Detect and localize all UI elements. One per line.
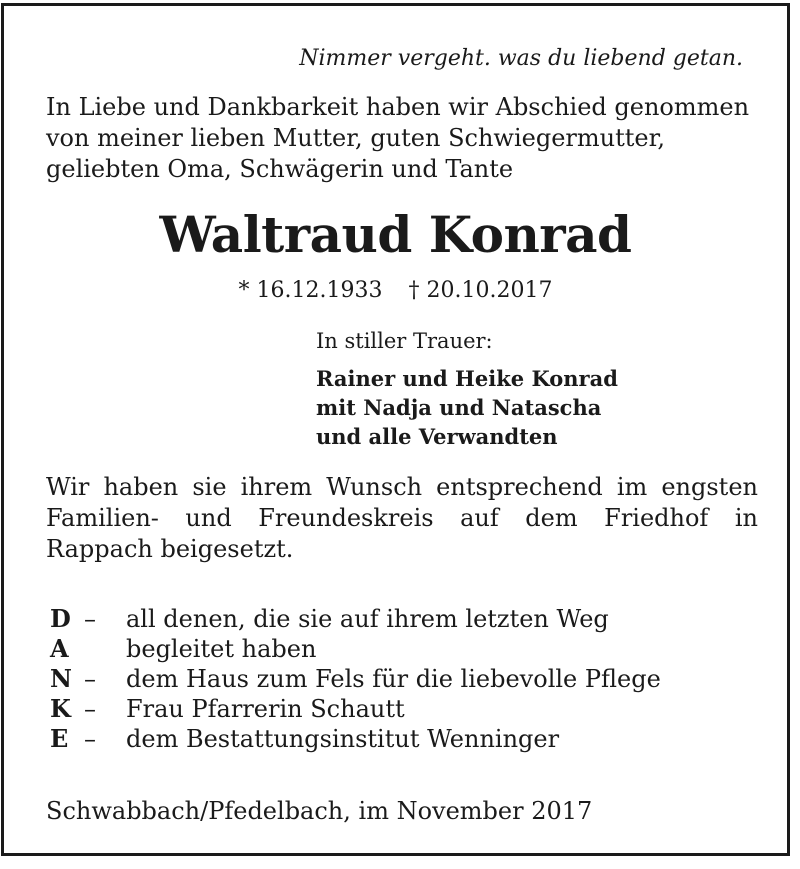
mourners-block xyxy=(316,326,618,451)
mourner-names xyxy=(316,364,618,451)
mourning-lead: In stiller Trauer: xyxy=(316,329,493,353)
thanks-dash: – xyxy=(84,605,96,633)
mourner-line: mit Nadja und Natascha xyxy=(316,395,602,420)
death-date: † 20.10.2017 xyxy=(408,278,553,303)
thanks-letter: E xyxy=(50,724,69,753)
thanks-letter: D xyxy=(50,604,71,633)
thanks-text: dem Haus zum Fels für die liebevolle Pflege xyxy=(126,665,661,693)
thanks-row xyxy=(50,694,750,724)
intro-line: geliebten Oma, Schwägerin und Tante xyxy=(46,155,514,183)
thanks-row xyxy=(50,724,750,754)
birth-date: * 16.12.1933 xyxy=(238,278,383,303)
thanks-text: all denen, die sie auf ihrem letzten Weg xyxy=(126,605,609,633)
burial-text: Wir haben sie ihrem Wunsch entsprechend im engsten Familien- und Freundeskreis auf dem Friedhof in Rappach beigesetzt. xyxy=(46,473,758,563)
thanks-list xyxy=(50,604,750,754)
thanks-row xyxy=(50,664,750,694)
intro-line: von meiner lieben Mutter, guten Schwiegermutter, xyxy=(46,124,666,152)
life-dates xyxy=(4,274,787,308)
thanks-letter: K xyxy=(50,694,71,723)
deceased-name: Waltraud Konrad xyxy=(159,205,632,264)
thanks-dash: – xyxy=(84,725,96,753)
obituary-frame xyxy=(1,3,790,856)
thanks-dash: – xyxy=(84,665,96,693)
thanks-dash: – xyxy=(84,695,96,723)
thanks-text: Frau Pfarrerin Schautt xyxy=(126,695,405,723)
mourner-line: Rainer und Heike Konrad xyxy=(316,366,618,391)
thanks-letter: A xyxy=(50,634,69,663)
thanks-letter: N xyxy=(50,664,72,693)
thanks-dash xyxy=(84,634,126,664)
thanks-row xyxy=(50,634,750,664)
thanks-text: dem Bestattungsinstitut Wenninger xyxy=(126,725,560,753)
intro-line: In Liebe und Dankbarkeit haben wir Abschied genommen xyxy=(46,93,750,121)
thanks-row xyxy=(50,604,750,634)
place-date: Schwabbach/Pfedelbach, im November 2017 xyxy=(46,797,593,825)
thanks-text: begleitet haben xyxy=(126,635,317,663)
intro-text xyxy=(46,92,766,185)
mourner-line: und alle Verwandten xyxy=(316,424,558,449)
motto: Nimmer vergeht. was du liebend getan. xyxy=(299,46,743,71)
